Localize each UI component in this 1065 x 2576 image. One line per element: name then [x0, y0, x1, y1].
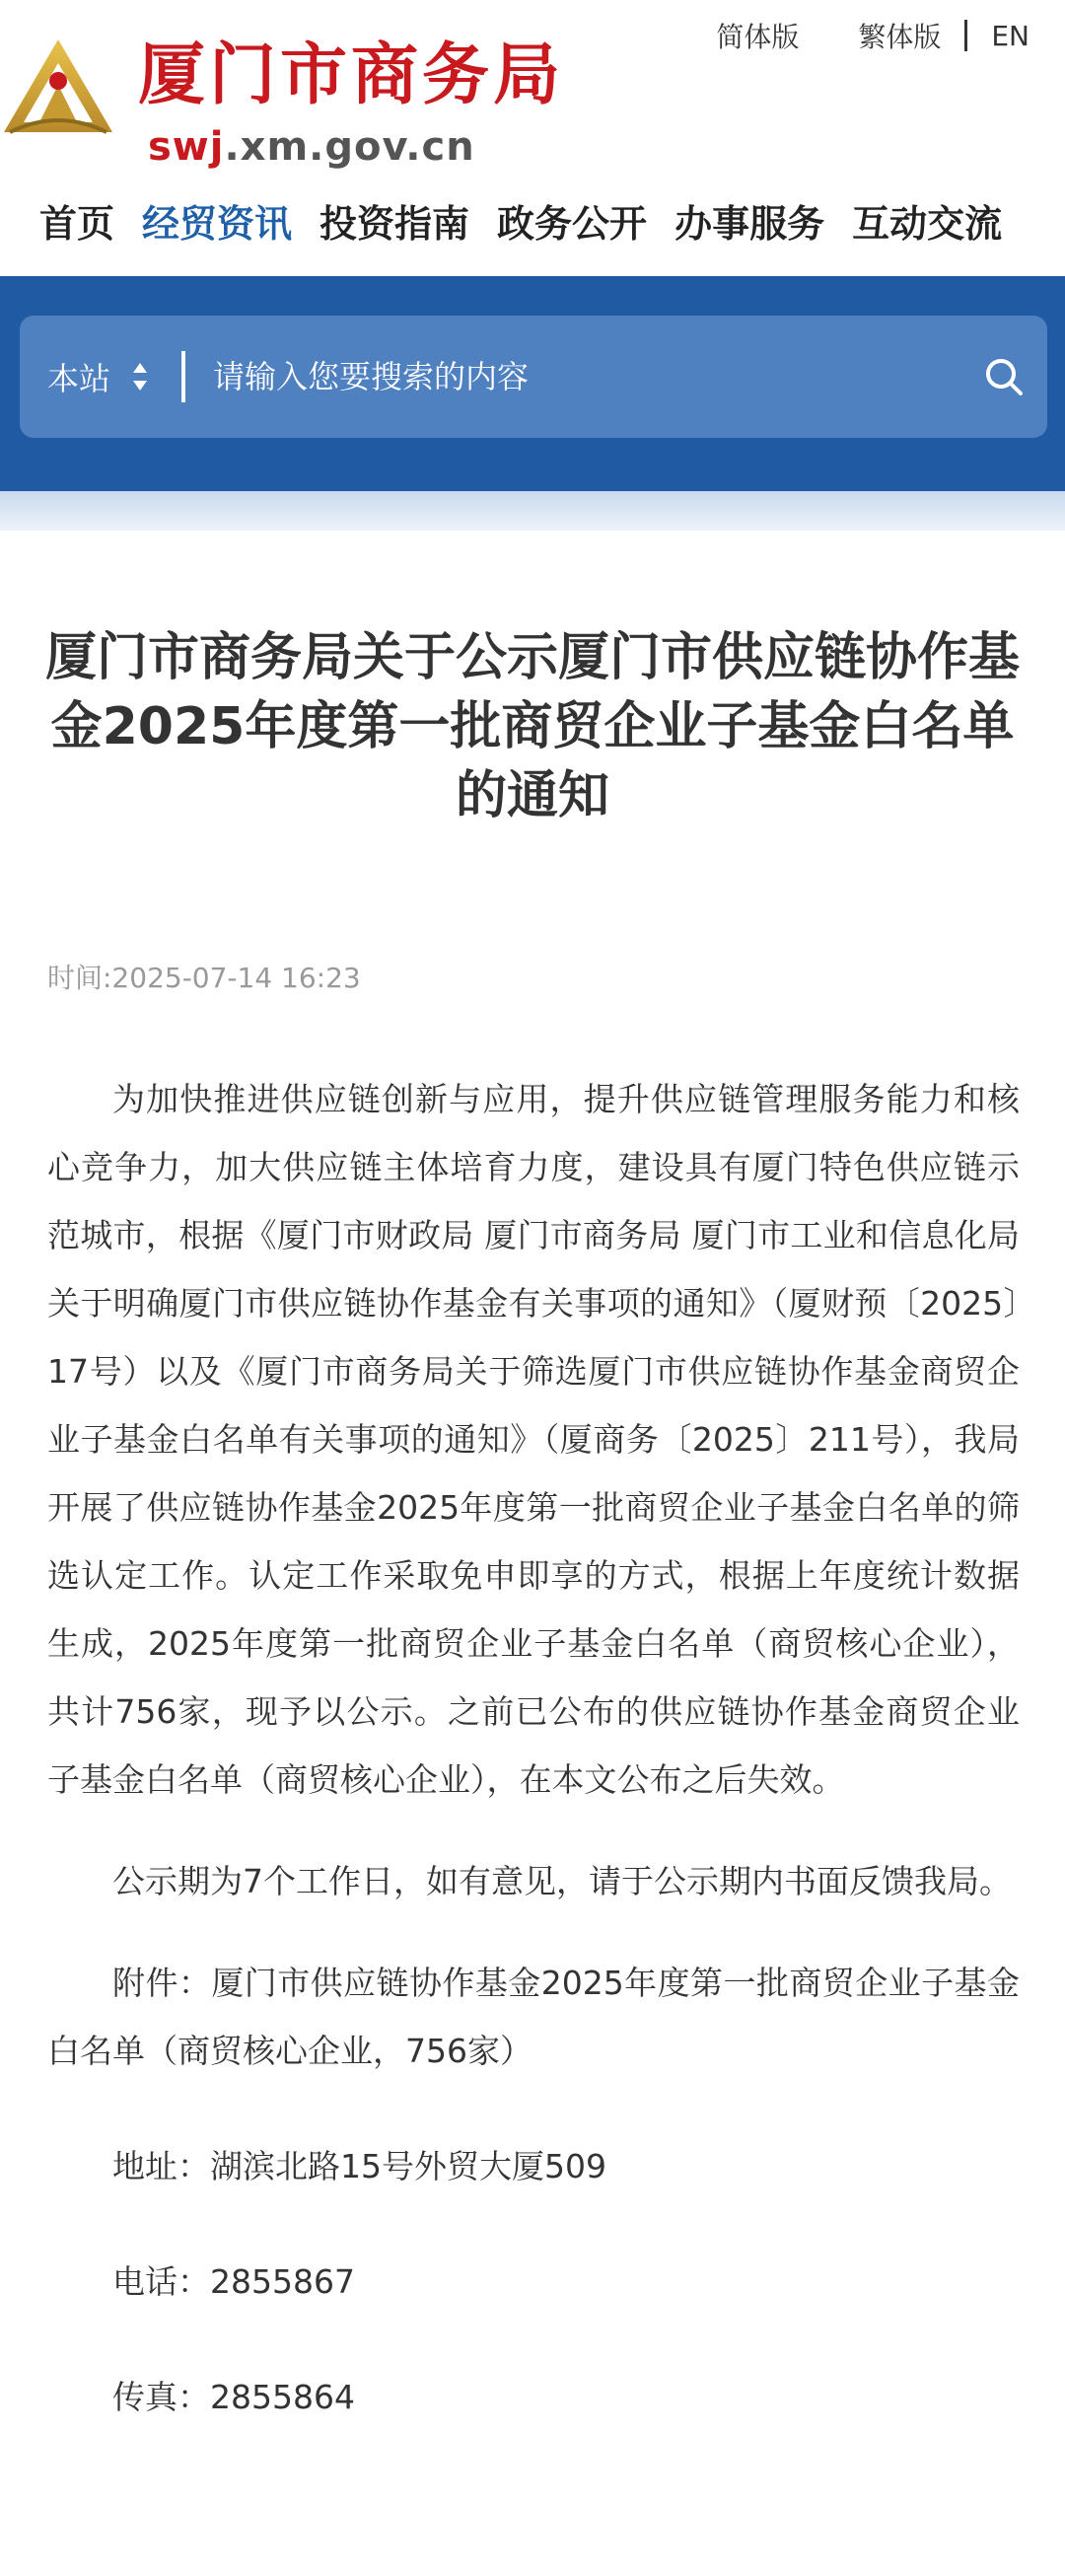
header-gradient-divider	[0, 491, 1065, 531]
nav-item-interaction[interactable]: 互动交流	[852, 202, 1003, 246]
nav-item-services[interactable]: 办事服务	[674, 202, 825, 246]
lang-english-link[interactable]: EN	[991, 19, 1030, 52]
article-paragraph-notice-period: 公示期为7个工作日，如有意见，请于公示期内书面反馈我局。	[112, 1862, 1012, 1900]
nav-item-government-affairs[interactable]: 政务公开	[497, 202, 648, 246]
lang-simplified-link[interactable]: 简体版	[716, 21, 800, 53]
nav-item-investment-guide[interactable]: 投资指南	[320, 202, 470, 246]
site-domain	[148, 122, 475, 172]
search-band	[0, 276, 1065, 491]
article-title: 厦门市商务局关于公示厦门市供应链协作基金2025年度第一批商贸企业子基金白名单的通知	[44, 628, 1020, 825]
main-nav	[39, 189, 1065, 258]
article-body	[47, 1065, 1020, 2465]
article-attachment-link[interactable]: 附件：厦门市供应链协作基金2025年度第一批商贸企业子基金白名单（商贸核心企业，756家）	[47, 1964, 1020, 2070]
lang-divider	[964, 20, 967, 51]
article-address: 地址：湖滨北路15号外贸大厦509	[112, 2147, 606, 2185]
search-scope-label: 本站	[47, 360, 111, 397]
nav-item-home[interactable]: 首页	[39, 202, 115, 246]
nav-overflow-fade	[1006, 189, 1065, 258]
article-fax: 传真：2855864	[112, 2378, 355, 2416]
site-domain-prefix: swj	[148, 124, 225, 170]
article-publish-time: 时间:2025-07-14 16:23	[47, 962, 361, 994]
search-icon[interactable]	[982, 355, 1026, 398]
lang-traditional-link[interactable]: 繁体版	[858, 21, 942, 53]
site-title[interactable]: 厦门市商务局	[138, 36, 565, 114]
nav-item-trade-news[interactable]: 经贸资讯	[142, 202, 293, 246]
language-switcher	[716, 14, 1030, 57]
article-phone: 电话：2855867	[112, 2262, 355, 2301]
city-emblem-icon[interactable]	[0, 36, 116, 138]
article-paragraph-main: 为加快推进供应链创新与应用，提升供应链管理服务能力和核心竞争力，加大供应链主体培育力度，建设具有厦门特色供应链示范城市，根据《厦门市财政局 厦门市商务局 厦门市工业和信息化局关于明确厦门市供应链协作基金有关事项的通知》（厦财预〔2025〕17号）以及《厦门市商务局关于筛选厦门市供应链协作基金商贸企业子基金白名单有关事项的通知》（厦商务〔2025〕211号），我局开展了供应链协作基金2025年度第一批商贸企业子基金白名单的筛选认定工作。认定工作采取免申即享的方式，根据上年度统计数据生成，2025年度第一批商贸企业子基金白名单（商贸核心企业），共计756家，现予以公示。之前已公布的供应链协作基金商贸企业子基金白名单（商贸核心企业），在本文公布之后失效。	[47, 1080, 1020, 1799]
up-down-arrows-icon[interactable]	[130, 359, 150, 394]
search-input[interactable]	[213, 343, 962, 410]
site-header	[0, 0, 1065, 276]
search-box	[20, 316, 1047, 438]
site-domain-suffix: .xm.gov.cn	[224, 124, 475, 170]
search-scope-select[interactable]	[47, 316, 110, 438]
search-divider	[181, 351, 185, 402]
